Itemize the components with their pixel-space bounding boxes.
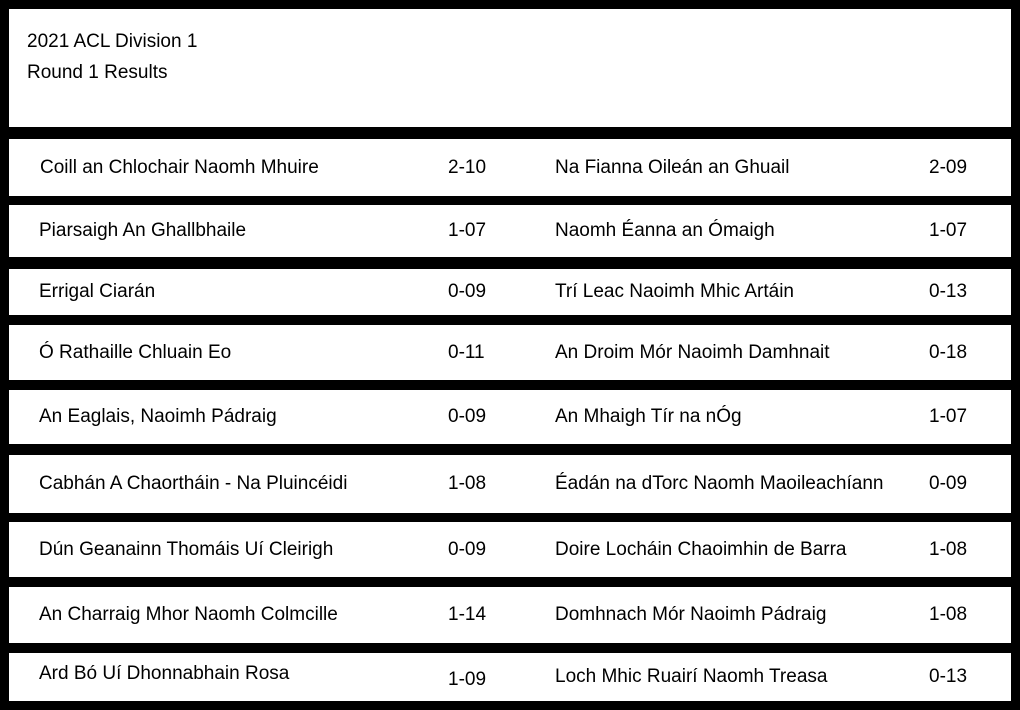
home-team: Ard Bó Uí Dhonnabhain Rosa [39,663,290,684]
home-team: An Eaglais, Naoimh Pádraig [39,406,277,427]
result-row [9,390,1011,444]
away-score: 0-13 [929,281,968,302]
home-score: 0-09 [448,538,487,560]
home-score: 1-08 [448,473,487,494]
results-header [9,9,1011,127]
home-score: 2-10 [448,156,487,178]
round-subtitle: Round 1 Results [27,62,168,83]
result-row [9,139,1011,196]
home-team: Ó Rathaille Chluain Eo [39,341,232,363]
home-team: Coill an Chlochair Naomh Mhuire [40,156,319,178]
result-row [9,205,1011,257]
away-team: Trí Leac Naoimh Mhic Artáin [555,281,794,302]
home-score: 0-09 [448,406,487,427]
away-team: Doire Locháin Chaoimhin de Barra [555,538,847,560]
home-team: Dún Geanainn Thomáis Uí Cleirigh [39,538,334,560]
away-team: Naomh Éanna an Ómaigh [555,220,775,241]
away-team: An Mhaigh Tír na nÓg [555,406,742,427]
result-row [9,587,1011,643]
away-team: Éadán na dTorc Naomh Maoileachíann [555,473,884,494]
away-team: Loch Mhic Ruairí Naomh Treasa [555,666,828,687]
home-score: 1-07 [448,220,487,241]
home-team: Errigal Ciarán [39,281,156,302]
result-row [9,455,1011,513]
result-row [9,653,1011,701]
away-team: Na Fianna Oileán an Ghuail [555,156,790,178]
home-team: An Charraig Mhor Naomh Colmcille [39,604,338,625]
away-score: 1-07 [929,220,968,241]
home-team: Piarsaigh An Ghallbhaile [39,220,247,241]
away-score: 1-08 [929,604,968,625]
home-score: 0-09 [448,281,487,302]
away-score: 0-13 [929,666,968,687]
result-row [9,269,1011,315]
away-team: Domhnach Mór Naoimh Pádraig [555,604,827,625]
result-row [9,325,1011,380]
result-row [9,522,1011,577]
away-score: 1-07 [929,406,968,427]
home-score: 1-09 [448,669,487,690]
away-score: 0-18 [929,341,968,363]
home-team: Cabhán A Chaortháin - Na Pluincéidi [39,473,348,494]
home-score: 1-14 [448,604,487,625]
away-score: 0-09 [929,473,968,494]
away-score: 1-08 [929,538,968,560]
competition-title: 2021 ACL Division 1 [27,31,198,52]
home-score: 0-11 [448,341,485,363]
away-score: 2-09 [929,156,968,178]
away-team: An Droim Mór Naoimh Damhnait [555,341,830,363]
